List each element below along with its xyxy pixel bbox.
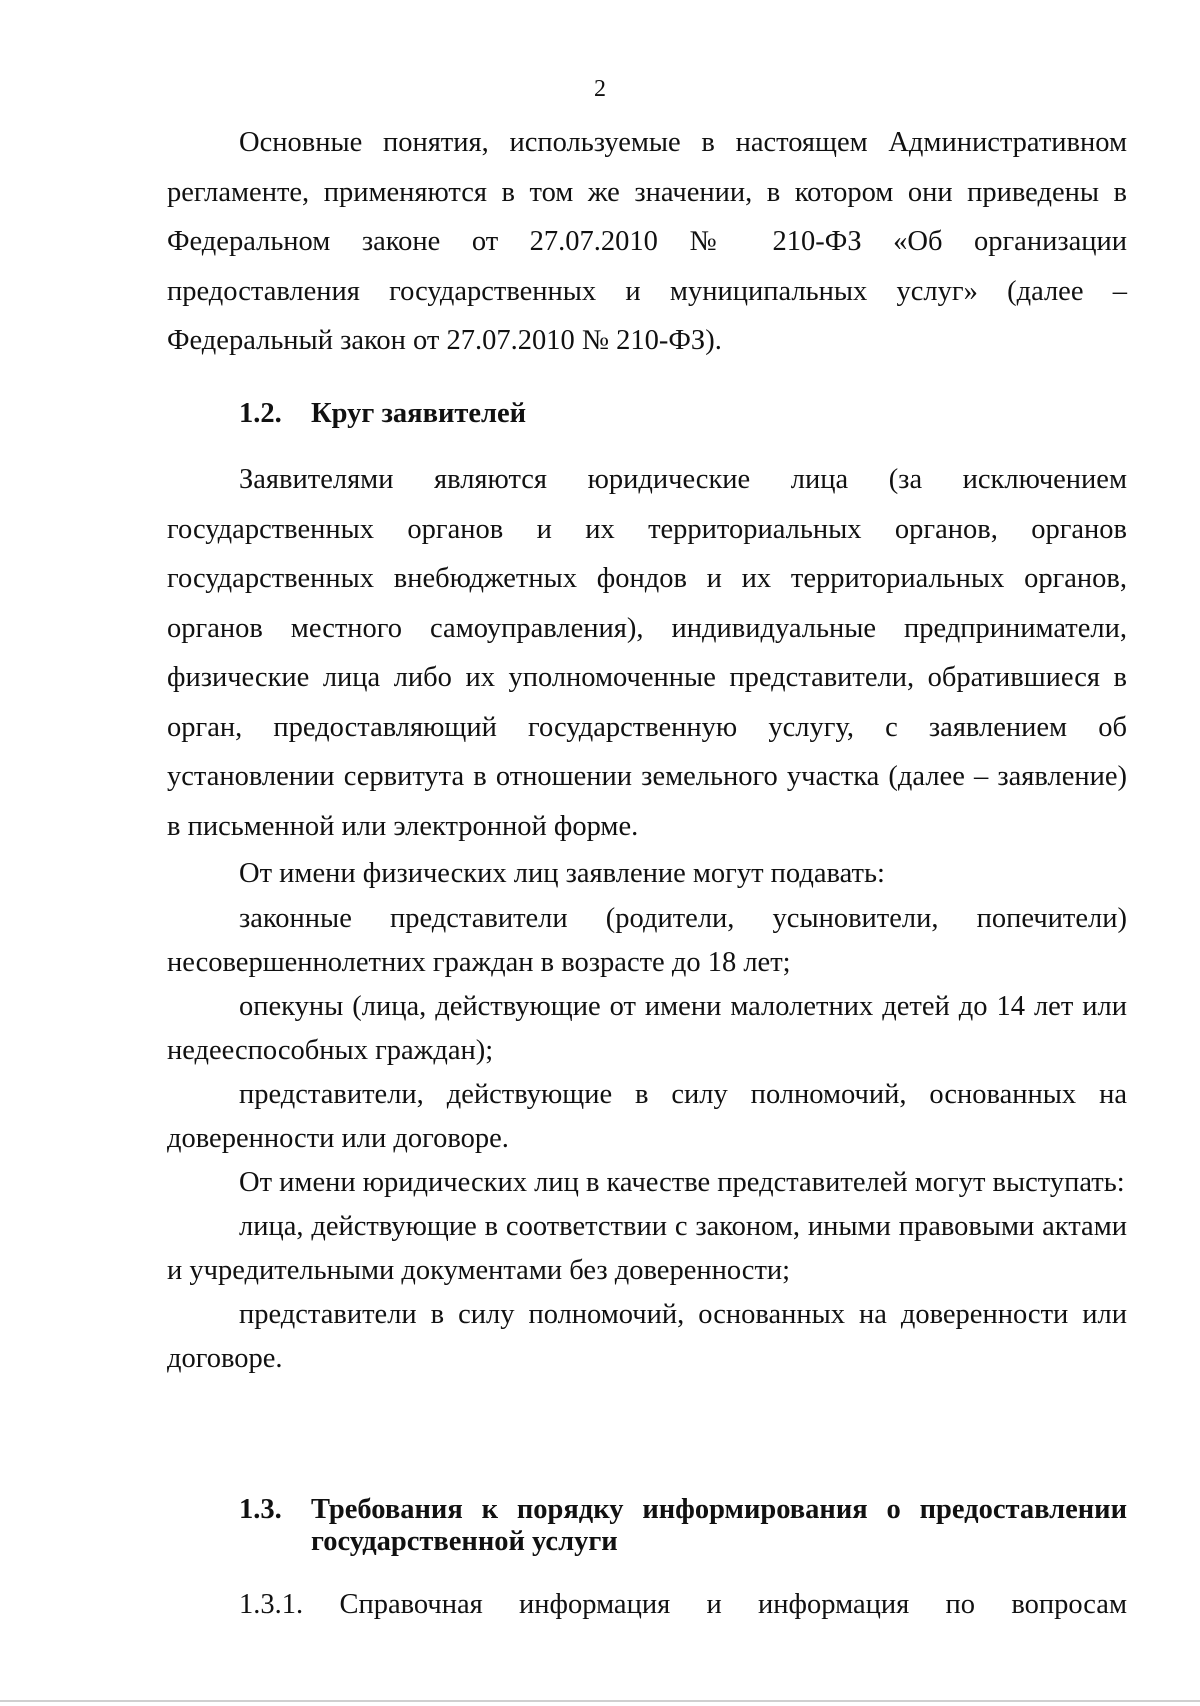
applicants-paragraph: Заявителями являются юридические лица (за исключением государственных органов и их территориальных органов, органов государственных внебюджетных фондов и их территориальных органов, органов местного самоуправления), индивидуальные предприниматели, физические лица либо их уполномоченные представители, обратившиеся в орган, предоставляющий государственную услугу, с заявлением об установлении сервитута в отношении земельного участка (далее – заявление) в письменной или электронной форме. xyxy=(167,464,1127,842)
legal-entities-intro-paragraph: От имени юридических лиц в качестве представителей могут выступать: xyxy=(239,1167,1125,1198)
section-1-2-title: Круг заявителей xyxy=(311,398,527,429)
proxy-entities-paragraph: представители в силу полномочий, основанных на доверенности или договоре. xyxy=(167,1299,1127,1374)
section-1-3-number: 1.3. xyxy=(239,1494,282,1525)
intro-paragraph: Основные понятия, используемые в настоящем Административном регламенте, применяются в том же значении, в котором они приведены в Федеральном законе от 27.07.2010 № 210-ФЗ «Об организации предоставления государственных и муниципальных услуг» (далее – Федеральный закон от 27.07.2010 № 210-ФЗ). xyxy=(167,127,1127,356)
section-1-3-heading xyxy=(239,1494,1127,1558)
intro-paragraph-block xyxy=(167,118,1127,366)
section-1-2-heading xyxy=(167,398,526,430)
section-1-3-1-block xyxy=(167,1580,1127,1630)
section-1-3-title: Требования к порядку информирования о предоставлении государственной услуги xyxy=(311,1494,1127,1557)
section-1-2-body xyxy=(167,455,1127,1381)
page-number: 2 xyxy=(594,76,606,102)
page-bottom-edge xyxy=(0,1700,1200,1702)
statutory-persons-paragraph: лица, действующие в соответствии с законом, иными правовыми актами и учредительными документами без доверенности; xyxy=(167,1211,1127,1286)
proxy-representatives-paragraph: представители, действующие в силу полномочий, основанных на доверенности или договоре. xyxy=(167,1079,1127,1154)
individuals-intro-paragraph: От имени физических лиц заявление могут подавать: xyxy=(239,858,885,889)
section-1-3-1-text: 1.3.1. Справочная информация и информация по вопросам xyxy=(239,1589,1127,1620)
legal-representatives-paragraph: законные представители (родители, усыновители, попечители) несовершеннолетних граждан в возрасте до 18 лет; xyxy=(167,903,1127,978)
section-1-2-number: 1.2. xyxy=(239,398,282,429)
guardians-paragraph: опекуны (лица, действующие от имени малолетних детей до 14 лет или недееспособных граждан); xyxy=(167,991,1127,1066)
